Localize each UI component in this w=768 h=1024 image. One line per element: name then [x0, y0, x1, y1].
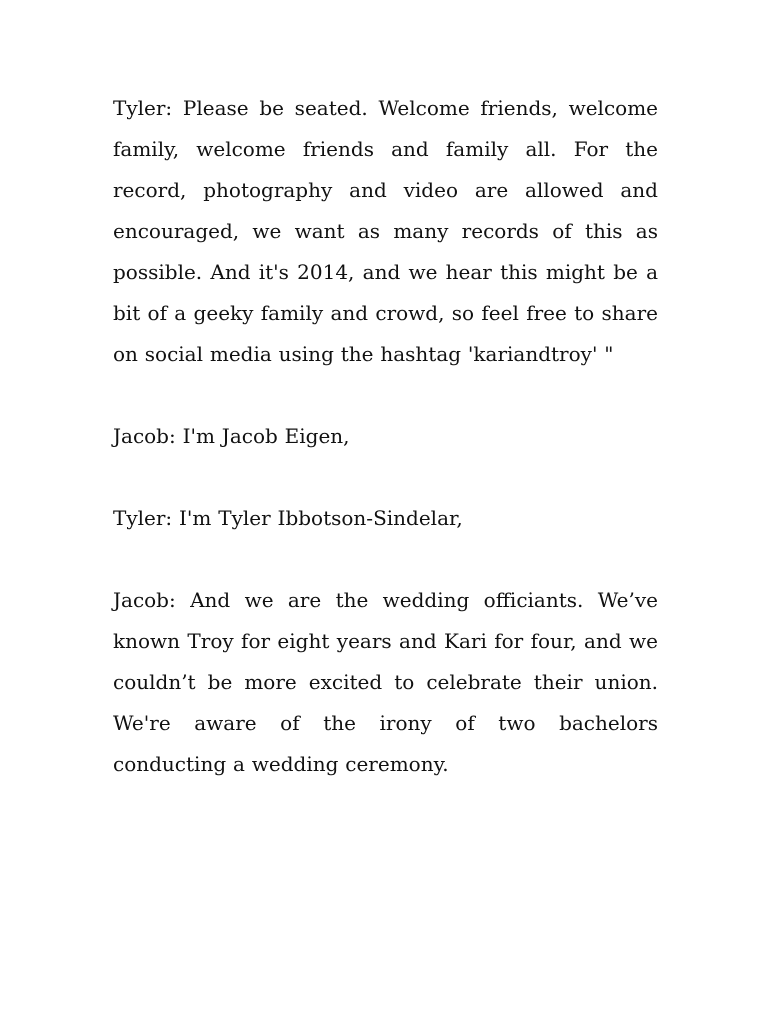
paragraph-jacob-intro: Jacob: I'm Jacob Eigen, — [113, 424, 350, 448]
paragraph-jacob-officiants: Jacob: And we are the wedding officiants. We’ve known Troy for eight years and Kari for four, and we couldn’t be more excited to celebrate their union. We're aware of the irony of two bachelors conducting a wedding ceremony. — [113, 588, 658, 776]
paragraph-tyler-welcome: Tyler: Please be seated. Welcome friends, welcome family, welcome friends and family all. For the record, photography and video are allowed and encouraged, we want as many records of this as possible. And it's 2014, and we hear this might be a bit of a geeky family and crowd, so feel free to share on social media using the hashtag 'kariandtroy' " — [113, 96, 658, 366]
paragraph-tyler-intro: Tyler: I'm Tyler Ibbotson-Sindelar, — [113, 506, 463, 530]
document-page — [113, 88, 658, 826]
